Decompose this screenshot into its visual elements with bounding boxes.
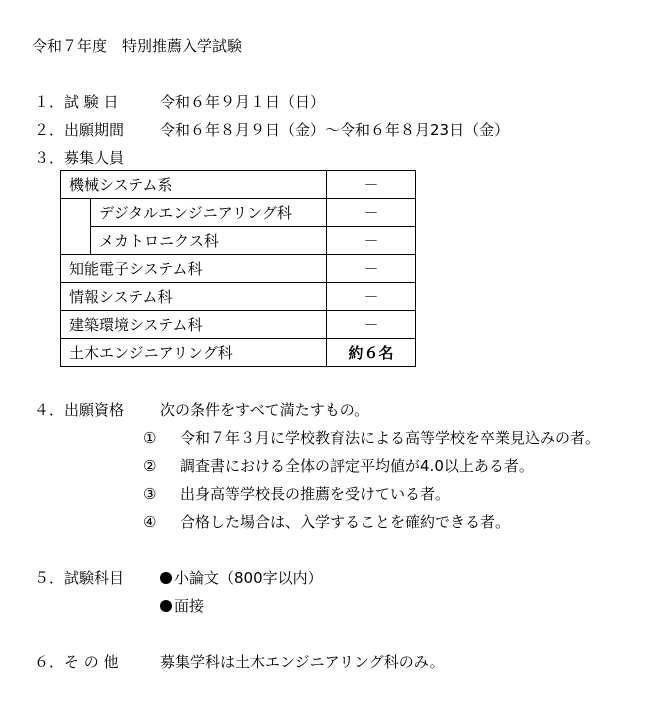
department-quota: － bbox=[327, 283, 416, 311]
bullet-icon bbox=[160, 600, 172, 612]
application-period-value: 令和６年８月９日（金）～令和６年８月23日（金） bbox=[160, 121, 510, 139]
qualifications-label: 出願資格 bbox=[64, 401, 125, 419]
department-name: 機械システム系 bbox=[61, 171, 327, 199]
department-quota: 約６名 bbox=[327, 339, 416, 367]
other-label: そ の 他 bbox=[64, 653, 119, 671]
subject-text: 面接 bbox=[174, 597, 205, 615]
department-name: メカトロニクス科 bbox=[91, 227, 327, 255]
department-quota: － bbox=[327, 255, 416, 283]
recruitment-table bbox=[60, 170, 416, 367]
qualification-mark: ④ bbox=[143, 513, 157, 531]
section-number-other: ６． bbox=[34, 653, 65, 671]
section-number-recruitment: ３． bbox=[34, 149, 65, 167]
qualification-text: 出身高等学校長の推薦を受けている者。 bbox=[180, 485, 451, 503]
department-name: 知能電子システム科 bbox=[61, 255, 327, 283]
subject-text: 小論文（800字以内） bbox=[174, 569, 323, 587]
subjects-label: 試験科目 bbox=[64, 569, 125, 587]
qualification-mark: ③ bbox=[143, 485, 157, 503]
department-name: 土木エンジニアリング科 bbox=[61, 339, 327, 367]
qualification-text: 合格した場合は、入学することを確約できる者。 bbox=[180, 513, 511, 531]
department-name: デジタルエンジニアリング科 bbox=[91, 199, 327, 227]
table-indent-cell bbox=[61, 227, 91, 255]
exam-date-label: 試 験 日 bbox=[64, 93, 119, 111]
table-row bbox=[61, 339, 416, 367]
department-quota: － bbox=[327, 171, 416, 199]
department-quota: － bbox=[327, 227, 416, 255]
section-number-exam-date: １． bbox=[34, 93, 65, 111]
table-row bbox=[61, 171, 416, 199]
subject-item bbox=[160, 568, 323, 588]
application-period-label: 出願期間 bbox=[64, 121, 125, 139]
section-number-application-period: ２． bbox=[34, 121, 65, 139]
table-row bbox=[61, 283, 416, 311]
department-name: 建築環境システム科 bbox=[61, 311, 327, 339]
qualification-mark: ① bbox=[143, 429, 157, 447]
qualification-mark: ② bbox=[143, 457, 157, 475]
subject-item bbox=[160, 596, 204, 616]
section-number-qualifications: ４． bbox=[34, 401, 65, 419]
bullet-icon bbox=[160, 572, 172, 584]
table-row bbox=[61, 255, 416, 283]
page-title: 令和７年度 特別推薦入学試験 bbox=[32, 37, 243, 55]
department-name: 情報システム科 bbox=[61, 283, 327, 311]
table-indent-cell bbox=[61, 199, 91, 227]
section-number-subjects: ５． bbox=[34, 569, 65, 587]
qualification-text: 調査書における全体の評定平均値が4.0以上ある者。 bbox=[180, 457, 534, 475]
qualification-text: 令和７年３月に学校教育法による高等学校を卒業見込みの者。 bbox=[180, 429, 601, 447]
department-quota: － bbox=[327, 199, 416, 227]
other-value: 募集学科は土木エンジニアリング科のみ。 bbox=[160, 653, 445, 671]
recruitment-label: 募集人員 bbox=[64, 149, 125, 167]
table-row bbox=[61, 311, 416, 339]
table-row bbox=[61, 199, 416, 227]
department-quota: － bbox=[327, 311, 416, 339]
table-row bbox=[61, 227, 416, 255]
qualifications-intro: 次の条件をすべて満たすもの。 bbox=[160, 401, 370, 419]
exam-date-value: 令和６年９月１日（日） bbox=[160, 93, 326, 111]
